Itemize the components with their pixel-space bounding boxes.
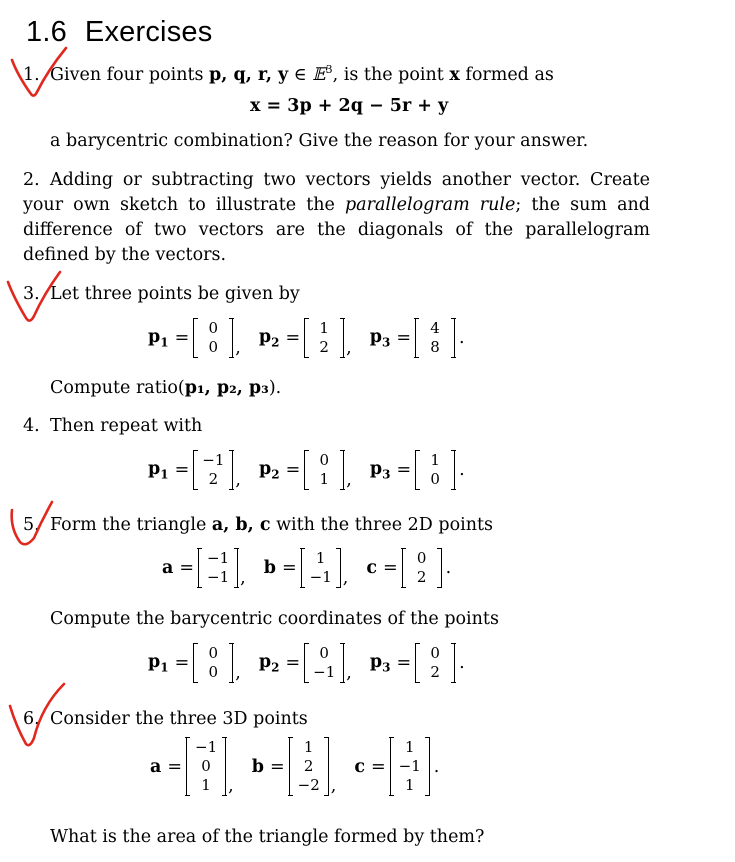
- vector-entry: 0: [416, 549, 427, 567]
- check-mark-icon: [2, 676, 82, 756]
- exercise-5-points: [148, 643, 465, 683]
- vector-definition: $p_2$ = 0 −1 ,: [258, 644, 352, 683]
- vector-definition: $p_1$ = −1 2 ,: [148, 451, 241, 490]
- column-vector: [193, 318, 233, 358]
- vector-entry: 2: [208, 470, 219, 488]
- exercise-1-statement: 1. Given four points p, q, r, y ∈ 𝔼$^3$, is the point x formed as: [23, 63, 554, 85]
- vector-entry: 0: [208, 644, 219, 662]
- vector-entry: 1: [319, 319, 329, 337]
- equals-sign: =: [396, 460, 412, 480]
- exercise-3-statement: 3. Let three points be given by: [23, 284, 300, 304]
- vector-name: a: [150, 756, 162, 777]
- vector-entry: 2: [416, 568, 427, 586]
- vector-entry: 1: [315, 549, 326, 567]
- equals-sign: =: [396, 328, 411, 348]
- vector-name: $p_2$: [258, 326, 280, 350]
- exercise-6-statement: 6. Consider the three 3D points: [23, 709, 308, 729]
- vector-entry: 8: [430, 338, 440, 356]
- column-vector: [193, 643, 233, 683]
- vector-definition: $p_3$ = 1 0 .: [369, 451, 465, 488]
- vector-definition: $p_3$ = 0 2 .: [369, 644, 465, 681]
- vector-definition: a = −1 −1 ,: [162, 549, 246, 588]
- vector-entry: 1: [201, 776, 211, 794]
- vector-entry: 1: [404, 776, 415, 794]
- vector-entry: −1: [207, 568, 230, 586]
- equals-sign: =: [174, 328, 190, 348]
- vector-definition: $p_1$ = 0 0 ,: [148, 644, 241, 683]
- equals-sign: =: [167, 756, 183, 777]
- vector-entry: 0: [319, 644, 329, 662]
- vector-name: $p_2$: [258, 651, 280, 675]
- vector-entry: −1: [207, 549, 230, 567]
- vector-entry: 0: [430, 470, 440, 488]
- vector-entry: −1: [195, 738, 218, 756]
- exercise-5-compute: Compute the barycentric coordinates of the points: [50, 609, 499, 629]
- exercise-6-question: What is the area of the triangle formed by them?: [50, 827, 485, 847]
- vector-entry: −1: [313, 663, 336, 681]
- equals-sign: =: [174, 460, 190, 480]
- vector-definition: $p_3$ = 4 8 .: [369, 319, 465, 356]
- vector-entry: 1: [303, 738, 314, 756]
- vector-entry: 2: [319, 338, 329, 356]
- exercise-6-points: [150, 737, 439, 796]
- vector-entry: 0: [208, 319, 219, 337]
- vector-entry: 2: [303, 757, 314, 775]
- vector-entry: −2: [297, 776, 320, 794]
- vector-entry: 0: [201, 757, 211, 775]
- exercise-3-points: [148, 318, 465, 358]
- check-mark-icon: [2, 498, 82, 558]
- exercise-1-equation: x = 3p + 2q − 5r + y: [250, 96, 449, 116]
- vector-name: b: [263, 558, 276, 578]
- vector-entry: 1: [404, 738, 415, 756]
- equals-sign: =: [383, 558, 398, 578]
- vector-name: $p_2$: [258, 458, 280, 482]
- vector-name: $p_3$: [369, 458, 391, 482]
- vector-name: $p_3$: [369, 651, 391, 675]
- column-vector: [415, 450, 455, 490]
- column-vector: [289, 737, 329, 796]
- vector-entry: 0: [430, 644, 440, 662]
- exercise-5-statement: 5. Form the triangle a, b, c with the three 2D points: [23, 515, 494, 535]
- vector-entry: −1: [202, 451, 225, 469]
- vector-definition: b = 1 2 −2 ,: [251, 738, 337, 796]
- exercise-1-question: a barycentric combination? Give the reason for your answer.: [50, 131, 589, 151]
- vector-entry: 0: [208, 338, 219, 356]
- equals-sign: =: [179, 558, 195, 578]
- column-vector: [304, 318, 344, 358]
- exercise-5-triangle: [162, 548, 451, 588]
- vector-definition: $p_2$ = 1 2 ,: [258, 319, 352, 358]
- vector-definition: c = 0 2 .: [366, 549, 452, 586]
- vector-entry: −1: [309, 568, 332, 586]
- vector-entry: 0: [208, 663, 219, 681]
- vector-definition: $p_2$ = 0 1 ,: [258, 451, 352, 490]
- column-vector: [198, 548, 238, 588]
- column-vector: [415, 318, 455, 358]
- column-vector: [415, 643, 455, 683]
- vector-name: $p_1$: [148, 651, 169, 675]
- vector-definition: c = 1 −1 1 .: [354, 738, 440, 794]
- column-vector: [304, 643, 344, 683]
- equals-sign: =: [281, 558, 297, 578]
- exercise-3-compute: Compute ratio(p₁, p₂, p₃).: [50, 378, 282, 398]
- vector-name: $p_1$: [148, 326, 169, 350]
- equals-sign: =: [269, 756, 285, 777]
- equals-sign: =: [285, 460, 301, 480]
- vector-entry: 4: [430, 319, 440, 337]
- equals-sign: =: [285, 328, 301, 348]
- vector-name: $p_3$: [369, 326, 391, 350]
- column-vector: [301, 548, 341, 588]
- column-vector: [402, 548, 442, 588]
- vector-entry: 0: [319, 451, 330, 469]
- vector-name: c: [354, 756, 365, 777]
- column-vector: [186, 737, 226, 796]
- vector-name: a: [162, 558, 174, 578]
- vector-definition: $p_1$ = 0 0 ,: [148, 319, 241, 358]
- equals-sign: =: [285, 653, 301, 673]
- vector-entry: −1: [398, 757, 421, 775]
- vector-definition: a = −1 0 1 ,: [150, 738, 234, 796]
- exercise-2-statement: 2. Adding or subtracting two vectors yields another vector. Create your own sketch to illustrate the parallelogram rule; the sum and difference of two vectors are the diagonals of the parallelogram defined by the vectors.: [23, 170, 650, 265]
- equals-sign: =: [174, 653, 190, 673]
- vector-name: c: [366, 558, 377, 578]
- check-mark-icon: [4, 44, 84, 114]
- column-vector: [304, 450, 344, 490]
- equals-sign: =: [371, 756, 386, 777]
- vector-name: $p_1$: [148, 458, 169, 482]
- check-mark-icon: [2, 268, 82, 338]
- vector-entry: 2: [430, 663, 440, 681]
- exercise-4-points: [148, 450, 465, 490]
- equals-sign: =: [396, 653, 412, 673]
- section-number: 1.6: [26, 16, 67, 48]
- exercise-4-statement: 4. Then repeat with: [23, 416, 203, 436]
- column-vector: [193, 450, 233, 490]
- vector-name: b: [251, 756, 264, 777]
- section-title: Exercises: [84, 16, 213, 48]
- vector-entry: 1: [319, 470, 330, 488]
- column-vector: [390, 737, 430, 796]
- vector-entry: 1: [430, 451, 440, 469]
- vector-definition: b = 1 −1 ,: [263, 549, 349, 588]
